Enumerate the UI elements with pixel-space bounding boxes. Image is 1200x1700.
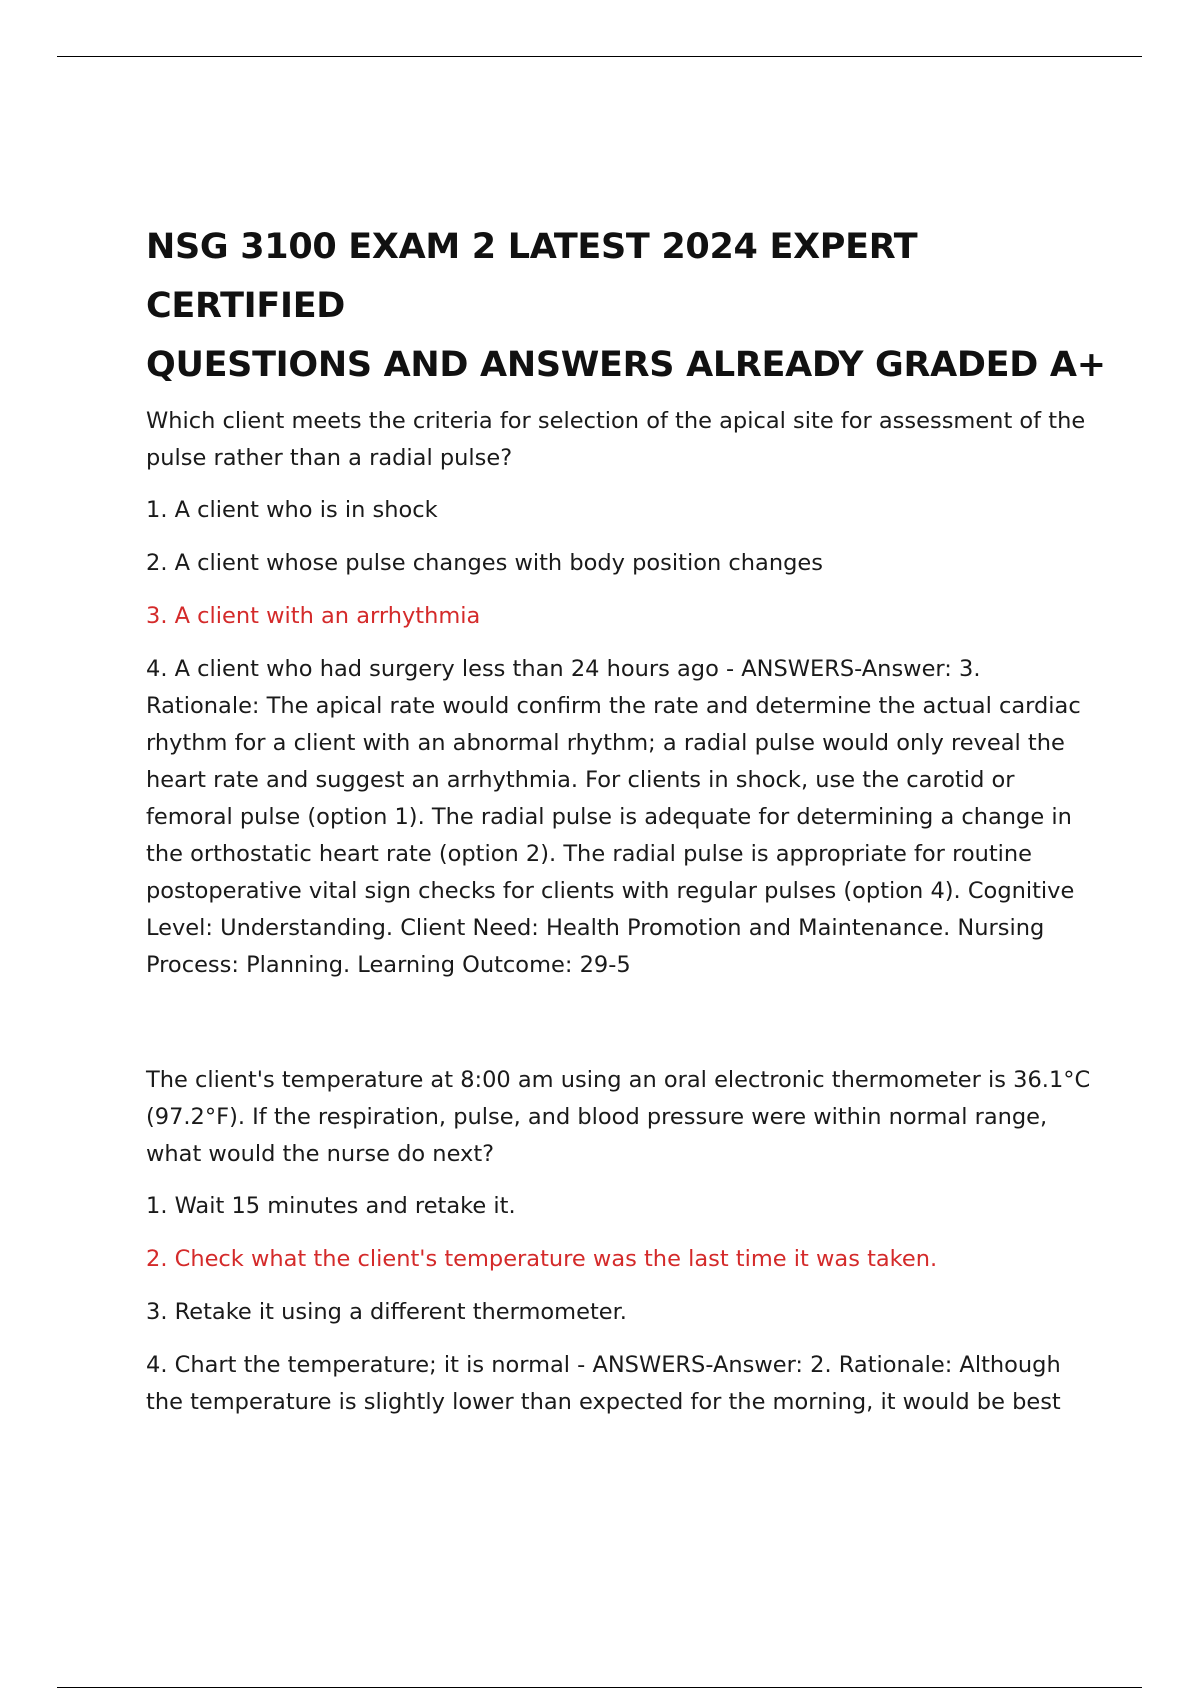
- question-2-option-3: 3. Retake it using a different thermometer.: [146, 1299, 627, 1325]
- question-1-option-4-and-rationale: 4. A client who had surgery less than 24 hours ago - ANSWERS-Answer: 3. Rationale: The apical rate would confirm the rate and determine the actual cardiac rhythm for a client with an abnormal rhythm; a radial pulse would only reveal the heart rate and suggest an arrhythmia. For clients in shock, use the carotid or femoral pulse (option 1). The radial pulse is adequate for determining a change in the orthostatic heart rate (option 2). The radial pulse is appropriate for routine postoperative vital sign checks for clients with regular pulses (option 4). Cognitive Level: Understanding. Client Need: Health Promotion and Maintenance. Nursing Process: Planning. Learning Outcome: 29-5: [146, 656, 1081, 978]
- document-title: [146, 218, 1106, 395]
- title-line-2: QUESTIONS AND ANSWERS ALREADY GRADED A+: [146, 345, 1106, 385]
- title-line-1: NSG 3100 EXAM 2 LATEST 2024 EXPERT CERTIFIED: [146, 227, 918, 326]
- question-1-option-2: 2. A client whose pulse changes with body position changes: [146, 550, 823, 576]
- question-1-option-3-correct: 3. A client with an arrhythmia: [146, 603, 481, 629]
- bottom-rule: [57, 1687, 1142, 1688]
- question-1-option-1: 1. A client who is in shock: [146, 497, 438, 523]
- question-2-option-1: 1. Wait 15 minutes and retake it.: [146, 1193, 516, 1219]
- question-2-option-2-correct: 2. Check what the client's temperature was the last time it was taken.: [146, 1246, 938, 1272]
- question-2-stem: The client's temperature at 8:00 am using an oral electronic thermometer is 36.1°C (97.2°F). If the respiration, pulse, and blood pressure were within normal range, what would the nurse do next?: [146, 1067, 1091, 1167]
- question-2-option-4-and-rationale: 4. Chart the temperature; it is normal - ANSWERS-Answer: 2. Rationale: Although the temperature is slightly lower than expected for the morning, it would be best: [146, 1352, 1061, 1415]
- question-1-stem: Which client meets the criteria for selection of the apical site for assessment of the pulse rather than a radial pulse?: [146, 408, 1086, 471]
- question-2: [146, 1062, 1096, 1421]
- question-1: [146, 403, 1096, 984]
- top-rule: [57, 56, 1142, 57]
